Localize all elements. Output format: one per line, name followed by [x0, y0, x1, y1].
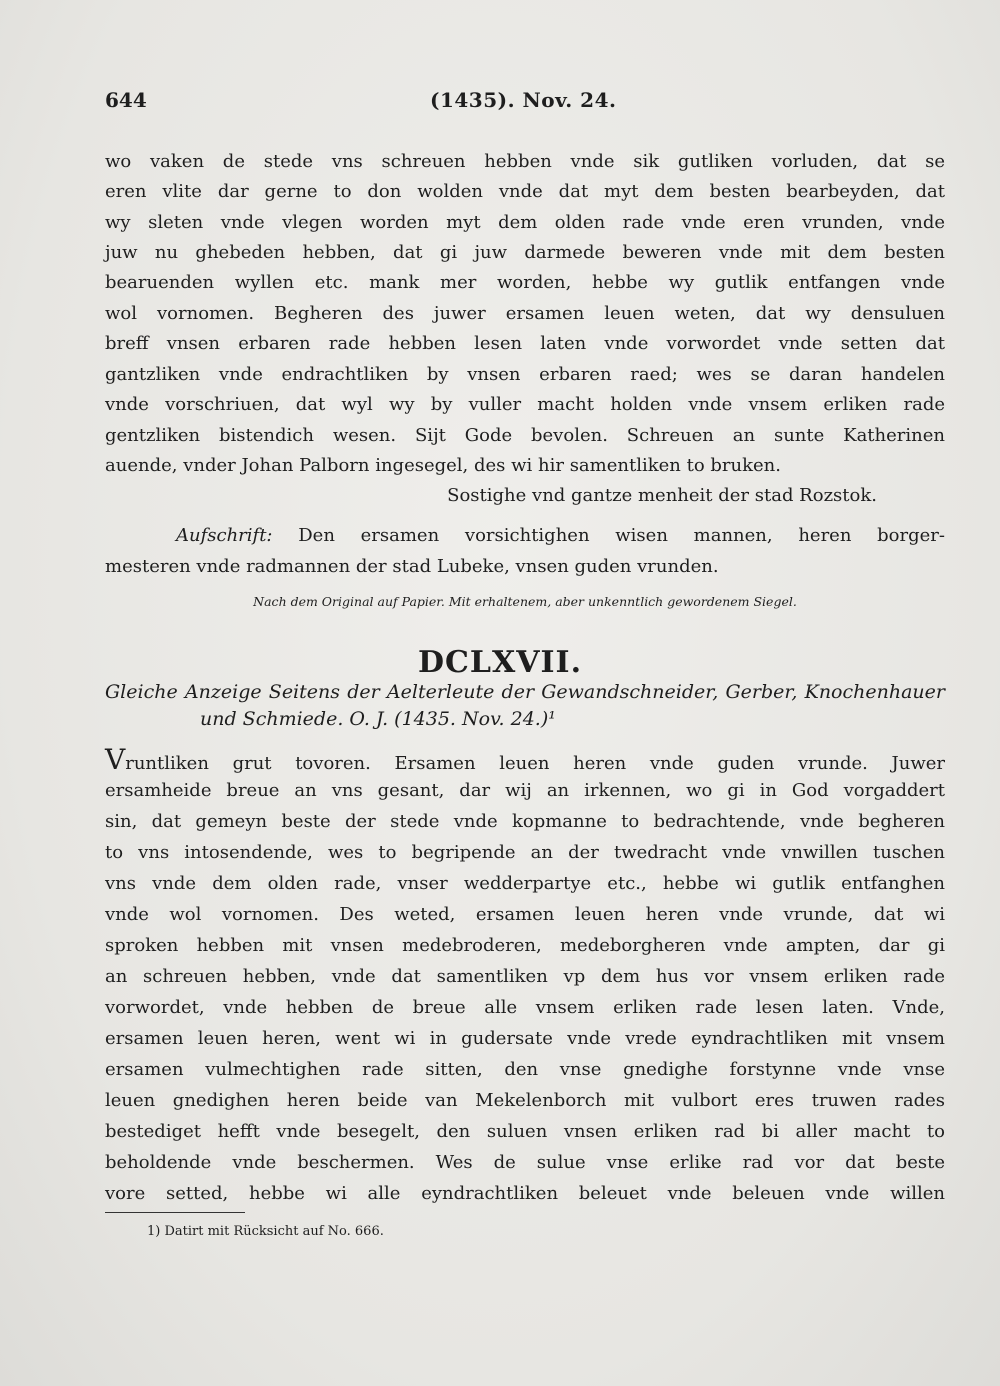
text-line: breff vnsen erbaren rade hebben lesen laten vnde vorwordet vnde setten dat	[105, 333, 945, 354]
address-text: Den ersamen vorsichtighen wisen mannen, heren borger-	[298, 525, 945, 546]
text-line: eren vlite dar gerne to don wolden vnde dat myt dem besten bearbeyden, dat	[105, 181, 945, 202]
first-line-text: runtliken grut tovoren. Ersamen leuen heren vnde guden vrunde. Juwer	[125, 753, 945, 774]
running-title: (1435). Nov. 24.	[430, 88, 617, 112]
page-number: 644	[105, 88, 147, 112]
text-line-first	[105, 743, 945, 776]
signature: Sostighe vnd gantze menheit der stad Rozstok.	[447, 485, 877, 506]
address-line-2: mesteren vnde radmannen der stad Lubeke, vnsen guden vrunden.	[105, 556, 719, 577]
text-line: juw nu ghebeden hebben, dat gi juw darmede beweren vnde mit dem besten	[105, 242, 945, 263]
text-line: gentzliken bistendich wesen. Sijt Gode bevolen. Schreuen an sunte Katherinen	[105, 425, 945, 446]
text-line: to vns intosendende, wes to begripende an der twedracht vnde vnwillen tuschen	[105, 842, 945, 863]
text-line: wy sleten vnde vlegen worden myt dem olden rade vnde eren vrunden, vnde	[105, 212, 945, 233]
text-line: sproken hebben mit vnsen medebroderen, medeborgheren vnde ampten, dar gi	[105, 935, 945, 956]
footnote: 1) Datirt mit Rücksicht auf No. 666.	[147, 1224, 384, 1239]
text-line: auende, vnder Johan Palborn ingesegel, des wi hir samentliken to bruken.	[105, 455, 781, 476]
page-header	[105, 88, 945, 114]
text-line: sin, dat gemeyn beste der stede vnde kopmanne to bedrachtende, vnde begheren	[105, 811, 945, 832]
text-line: ersamen vulmechtighen rade sitten, den vnse gnedighe forstynne vnde vnse	[105, 1059, 945, 1080]
footnote-divider	[105, 1212, 245, 1213]
document-number: DCLXVII.	[417, 645, 583, 680]
text-line: vore setted, hebbe wi alle eyndrachtliken beleuet vnde beleuen vnde willen	[105, 1183, 945, 1204]
text-line: ersamheide breue an vns gesant, dar wij an irkennen, wo gi in God vorgaddert	[105, 780, 945, 801]
text-line: ersamen leuen heren, went wi in gudersate vnde vrede eyndrachtliken mit vnsem	[105, 1028, 945, 1049]
text-line: bearuenden wyllen etc. mank mer worden, hebbe wy gutlik entfangen vnde	[105, 272, 945, 293]
text-line: vorwordet, vnde hebben de breue alle vnsem erliken rade lesen laten. Vnde,	[105, 997, 945, 1018]
source-note: Nach dem Original auf Papier. Mit erhaltenem, aber unkenntlich gewordenem Siegel.	[253, 594, 797, 609]
text-line: an schreuen hebben, vnde dat samentliken vp dem hus vor vnsem erliken rade	[105, 966, 945, 987]
text-line: bestediget hefft vnde besegelt, den suluen vnsen erliken rad bi aller macht to	[105, 1121, 945, 1142]
text-line: gantzliken vnde endrachtliken by vnsen erbaren raed; wes se daran handelen	[105, 364, 945, 385]
text-line: wol vornomen. Begheren des juwer ersamen leuen weten, dat wy densuluen	[105, 303, 945, 324]
address-line	[176, 525, 945, 547]
drop-cap: V	[105, 743, 126, 776]
text-line: wo vaken de stede vns schreuen hebben vnde sik gutliken vorluden, dat se	[105, 151, 945, 172]
text-line: beholdende vnde beschermen. Wes de sulue vnse erlike rad vor dat beste	[105, 1152, 945, 1173]
text-line: leuen gnedighen heren beide van Mekelenborch mit vulbort eres truwen rades	[105, 1090, 945, 1111]
text-line: vnde vorschriuen, dat wyl wy by vuller macht holden vnde vnsem erliken rade	[105, 394, 945, 415]
address-label: Aufschrift:	[176, 525, 273, 546]
document-title-line-2: und Schmiede. O. J. (1435. Nov. 24.)¹	[200, 708, 556, 730]
document-title-line-1: Gleiche Anzeige Seitens der Aelterleute der Gewandschneider, Gerber, Knochenhauer	[105, 681, 945, 703]
text-line: vns vnde dem olden rade, vnser wedderpartye etc., hebbe wi gutlik entfanghen	[105, 873, 945, 894]
text-line: vnde wol vornomen. Des weted, ersamen leuen heren vnde vrunde, dat wi	[105, 904, 945, 925]
